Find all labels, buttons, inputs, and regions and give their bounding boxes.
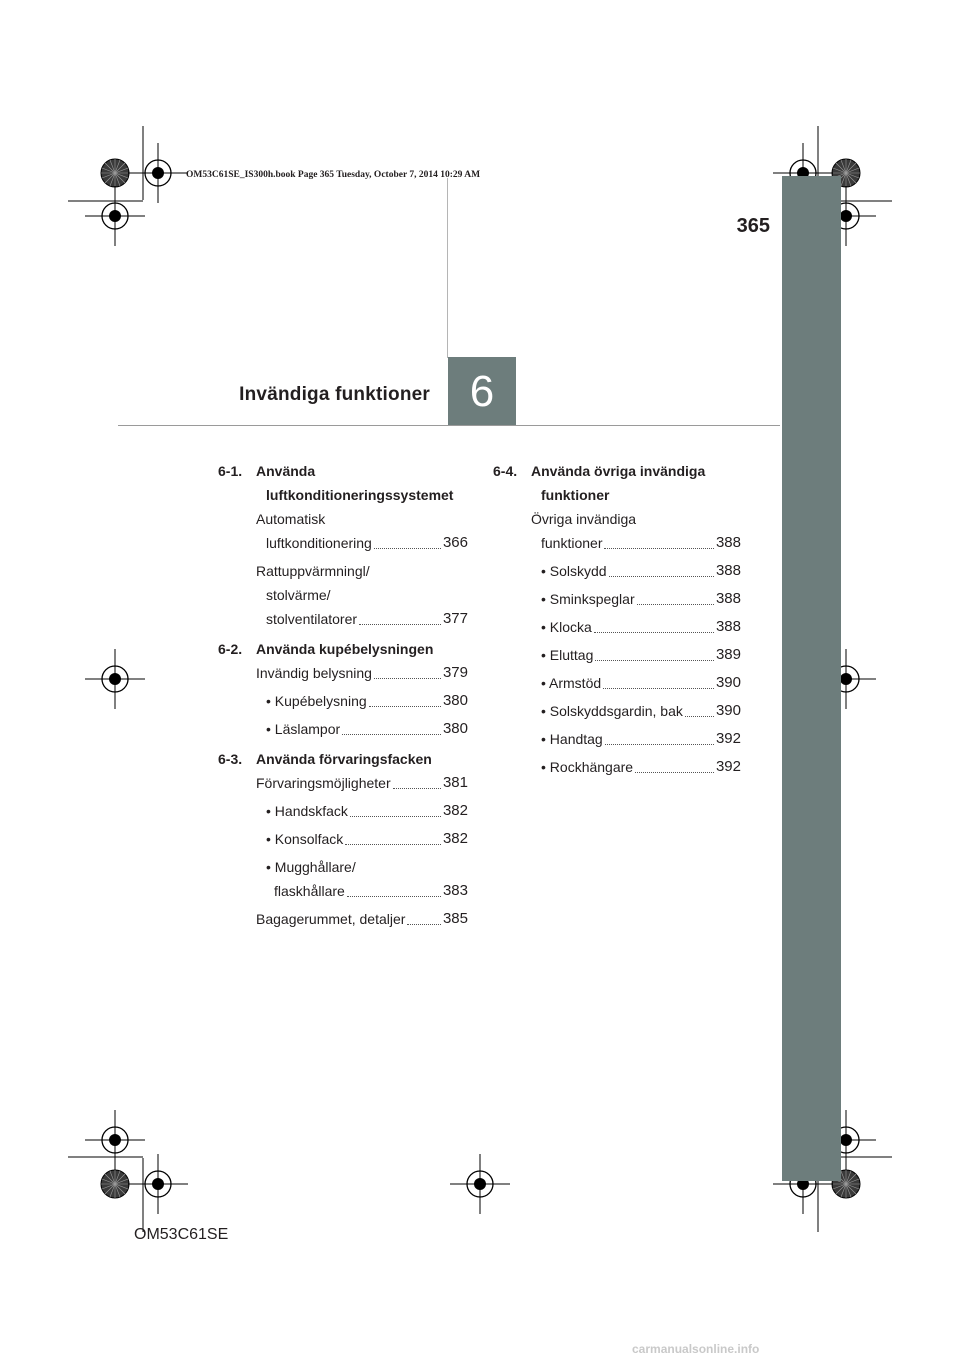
toc-entry-text: • Klocka (541, 619, 592, 635)
toc-entry-line: Automatisk (256, 511, 326, 527)
toc-entry-row (541, 559, 741, 583)
chapter-title: Invändiga funktioner (239, 384, 430, 405)
toc-entry-text: stolventilatorer (266, 611, 358, 627)
section-title-line: Använda kupébelysningen (256, 641, 434, 657)
section-heading (218, 459, 468, 507)
toc-entry-text: funktioner (541, 535, 603, 551)
toc-section (218, 459, 468, 631)
toc-section (218, 637, 468, 741)
toc-entry-text: • Handtag (541, 731, 603, 747)
toc-entry-text: • Läslampor (266, 721, 341, 737)
toc-page-ref[interactable]: 382 (442, 802, 468, 819)
toc-entry[interactable] (541, 671, 741, 695)
toc-entry-row (256, 771, 468, 795)
dot-leader (347, 896, 441, 897)
toc-page-ref[interactable]: 366 (442, 534, 468, 551)
toc-entry-row (256, 907, 468, 931)
toc-page-ref[interactable]: 388 (715, 618, 741, 635)
section-heading (218, 747, 468, 771)
toc-page-ref[interactable]: 383 (442, 882, 468, 899)
book-info-line: OM53C61SE_IS300h.book Page 365 Tuesday, October 7, 2014 10:29 AM (186, 170, 481, 180)
section-number: 6-3. (218, 751, 243, 767)
section-title-line: funktioner (541, 487, 610, 503)
toc-entry[interactable] (266, 855, 468, 903)
toc-entry-row (266, 717, 468, 741)
chapter-side-tab (782, 176, 841, 1181)
toc-entry[interactable] (256, 507, 468, 555)
dot-leader (374, 548, 441, 549)
toc-entry-text: luftkonditionering (266, 535, 372, 551)
toc-page-ref[interactable]: 390 (715, 674, 741, 691)
toc-entry[interactable] (266, 827, 468, 851)
toc-entry[interactable] (541, 615, 741, 639)
toc-entry-line: Övriga invändiga (531, 511, 637, 527)
toc-section (493, 459, 741, 779)
toc-page-ref[interactable]: 388 (715, 534, 741, 551)
toc-entry-row (541, 727, 741, 751)
toc-entry[interactable] (266, 717, 468, 741)
toc-entry-row (541, 643, 741, 667)
toc-entry[interactable] (531, 507, 741, 555)
toc-entry-row (256, 661, 468, 685)
toc-entry-text: • Solskydd (541, 563, 607, 579)
toc-entry[interactable] (266, 799, 468, 823)
toc-entry-text: • Armstöd (541, 675, 602, 691)
watermark: carmanualsonline.info (632, 1342, 760, 1356)
toc-page-ref[interactable]: 389 (715, 646, 741, 663)
dot-leader (407, 924, 441, 925)
document-code: OM53C61SE (134, 1226, 229, 1243)
toc-entry[interactable] (256, 661, 468, 685)
toc-entry[interactable] (541, 643, 741, 667)
toc-page-ref[interactable]: 392 (715, 730, 741, 747)
section-title-line: Använda förvaringsfacken (256, 751, 432, 767)
toc-entry-row (531, 531, 741, 555)
dot-leader (393, 788, 441, 789)
dot-leader (609, 576, 714, 577)
section-title-line: Använda (256, 463, 316, 479)
toc-entry-text: • Sminkspeglar (541, 591, 635, 607)
section-heading (218, 637, 468, 661)
dot-leader (604, 548, 713, 549)
toc-page-ref[interactable]: 388 (715, 562, 741, 579)
toc-section (218, 747, 468, 931)
toc-column-left (218, 459, 468, 937)
toc-entry[interactable] (256, 907, 468, 931)
toc-entry-text: • Solskyddsgardin, bak (541, 703, 683, 719)
toc-entry[interactable] (256, 771, 468, 795)
section-title (256, 637, 433, 661)
dot-leader (594, 632, 714, 633)
toc-page-ref[interactable]: 390 (715, 702, 741, 719)
toc-entry[interactable] (256, 559, 468, 631)
section-number: 6-2. (218, 641, 243, 657)
dot-leader (595, 660, 714, 661)
section-title (256, 459, 453, 507)
toc-page-ref[interactable]: 377 (442, 610, 468, 627)
toc-entry-row (266, 827, 468, 851)
dot-leader (635, 772, 714, 773)
page-number: 365 (736, 215, 770, 237)
dot-leader (359, 624, 441, 625)
dot-leader (350, 816, 441, 817)
toc-entry-text: Bagagerummet, detaljer (256, 911, 406, 927)
toc-page-ref[interactable]: 382 (442, 830, 468, 847)
toc-entry[interactable] (541, 587, 741, 611)
chapter-number-box: 6 (448, 357, 516, 426)
dot-leader (605, 744, 714, 745)
dot-leader (342, 734, 441, 735)
toc-entry[interactable] (541, 755, 741, 779)
toc-entry-text: • Eluttag (541, 647, 594, 663)
toc-column-right (493, 459, 741, 785)
toc-entry-row (541, 755, 741, 779)
toc-page-ref[interactable]: 380 (442, 692, 468, 709)
toc-entry-row (541, 587, 741, 611)
dot-leader (374, 678, 441, 679)
toc-entry-text: • Rockhängare (541, 759, 634, 775)
toc-entry-text: • Handskfack (266, 803, 348, 819)
toc-page-ref[interactable]: 385 (442, 910, 468, 927)
section-title (531, 459, 705, 507)
toc-entry-row (256, 607, 468, 631)
toc-page-ref[interactable]: 392 (715, 758, 741, 775)
section-number: 6-4. (493, 463, 518, 479)
dot-leader (369, 706, 441, 707)
dot-leader (603, 688, 714, 689)
section-title (256, 747, 432, 771)
toc-entry-line: Rattuppvärmningl/ (256, 563, 370, 579)
dot-leader (345, 844, 441, 845)
toc-entry-row (266, 879, 468, 903)
dot-leader (637, 604, 714, 605)
toc-entry[interactable] (266, 689, 468, 713)
header-divider-line (447, 178, 448, 358)
section-number: 6-1. (218, 463, 243, 479)
section-title-line: Använda övriga invändiga (531, 463, 706, 479)
dot-leader (685, 716, 714, 717)
toc-entry-row (256, 531, 468, 555)
toc-entry-row (541, 615, 741, 639)
toc-page-ref[interactable]: 380 (442, 720, 468, 737)
toc-page-ref[interactable]: 381 (442, 774, 468, 791)
toc-page-ref[interactable]: 379 (442, 664, 468, 681)
toc-page-ref[interactable]: 388 (715, 590, 741, 607)
toc-entry-row (541, 671, 741, 695)
section-heading (493, 459, 741, 507)
toc-entry-row (266, 689, 468, 713)
toc-entry[interactable] (541, 727, 741, 751)
header-rule (118, 425, 780, 426)
toc-entry-row (541, 699, 741, 723)
toc-entry-text: flaskhållare (274, 883, 345, 899)
toc-entry-text: • Kupébelysning (266, 693, 367, 709)
toc-entry-row (266, 799, 468, 823)
toc-entry[interactable] (541, 699, 741, 723)
toc-entry-text: Invändig belysning (256, 665, 372, 681)
toc-entry-text: • Konsolfack (266, 831, 344, 847)
toc-entry-line: • Mugghållare/ (266, 859, 356, 875)
toc-entry[interactable] (541, 559, 741, 583)
toc-entry-line: stolvärme/ (266, 587, 331, 603)
toc-entry-text: Förvaringsmöjligheter (256, 775, 391, 791)
section-title-line: luftkonditioneringssystemet (266, 487, 454, 503)
